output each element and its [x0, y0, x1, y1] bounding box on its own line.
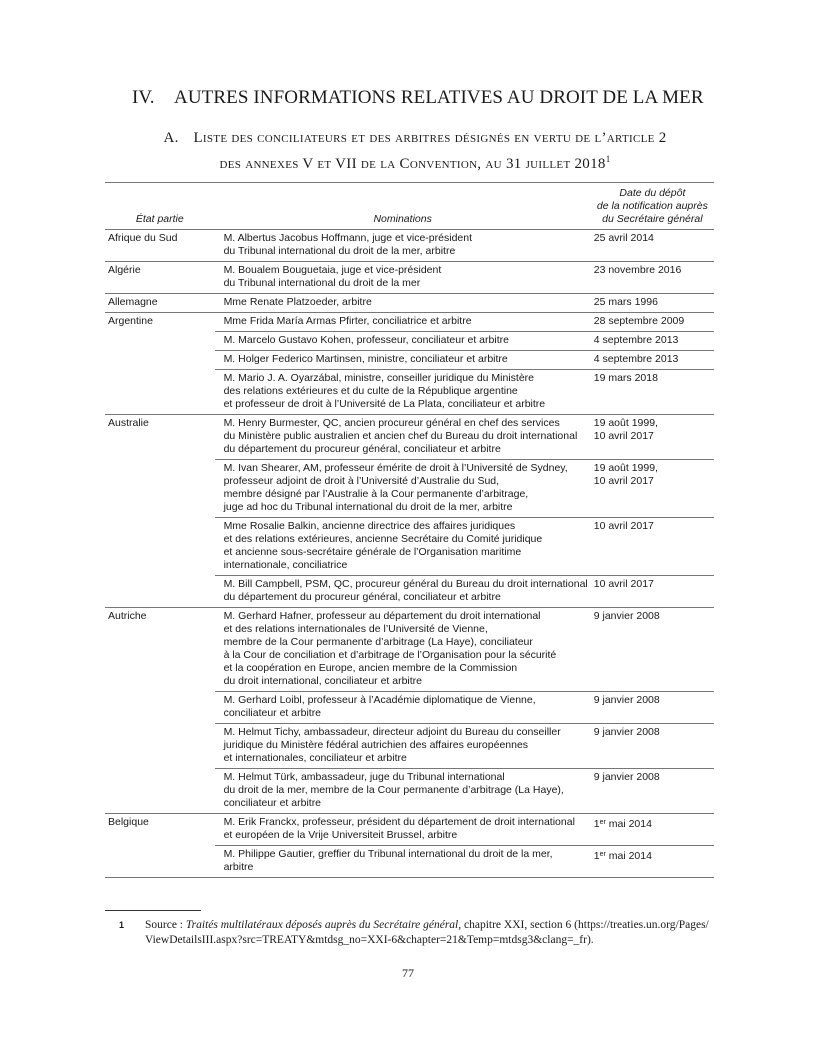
state-cell: Argentine — [105, 313, 215, 415]
nomination-line: M. Bill Campbell, PSM, QC, procureur général du Bureau du droit international — [223, 578, 588, 590]
date-line: 10 avril 2017 — [593, 430, 654, 442]
date-cell — [591, 769, 714, 814]
nomination-line: M. Henry Burmester, QC, ancien procureur général en chef des services — [223, 417, 560, 429]
date-cell — [591, 370, 714, 415]
nomination-line: Mme Renate Platzoeder, arbitre — [223, 296, 372, 308]
nomination-line: du Ministère public australien et ancien chef du Bureau du droit international — [223, 430, 578, 442]
date-ordinal: er — [599, 819, 606, 826]
nomination-cell — [215, 294, 591, 313]
nomination-line: Mme Frida María Armas Pfirter, conciliatrice et arbitre — [223, 315, 472, 327]
state-cell: Autriche — [105, 608, 215, 814]
nomination-line: M. Helmut Türk, ambassadeur, juge du Tribunal international — [223, 771, 505, 783]
nomination-line: M. Philippe Gautier, greffier du Tribunal international du droit de la mer, — [223, 848, 553, 860]
table-header-row — [105, 183, 714, 230]
date-line: 4 septembre 2013 — [593, 353, 679, 365]
nomination-line: M. Mario J. A. Oyarzábal, ministre, conseiller juridique du Ministère — [223, 372, 535, 384]
footnote — [105, 918, 717, 948]
date-cell — [591, 608, 714, 692]
footnote-reference: 1 — [605, 154, 611, 164]
header-date — [591, 183, 714, 230]
nomination-line: M. Albertus Jacobus Hoffmann, juge et vice-président — [223, 232, 472, 244]
nomination-line: et ancienne sous-secrétaire générale de l’Organisation maritime — [223, 546, 522, 558]
table-row — [105, 415, 714, 460]
nomination-line: juge ad hoc du Tribunal international du droit de la mer, arbitre — [223, 501, 513, 513]
nomination-line: du droit international, conciliateur et arbitre — [223, 675, 423, 687]
date-cell — [591, 351, 714, 370]
nomination-line: et des relations internationales de l’Université de Vienne, — [223, 623, 488, 635]
subsection-title-line-1: Liste des conciliateurs et des arbitres désignés en vertu de l’article 2 — [193, 130, 667, 146]
subsection-title-line-2: des annexes V et VII de la Convention, au 31 juillet 2018 — [219, 156, 606, 172]
nomination-line: membre désigné par l’Australie à la Cour permanente d’arbitrage, — [223, 488, 529, 500]
nomination-line: M. Gerhard Loibl, professeur à l’Académie diplomatique de Vienne, — [223, 694, 536, 706]
nomination-line: à la Cour de conciliation et d’arbitrage de l’Organisation pour la sécurité — [223, 649, 557, 661]
nomination-cell — [215, 692, 591, 724]
header-date-line: Date du dépôt — [619, 187, 686, 199]
footnote-prefix: Source : — [145, 919, 186, 931]
nominations-table — [105, 182, 714, 878]
date-line: 19 mars 2018 — [593, 372, 658, 384]
nomination-line: conciliateur et arbitre — [223, 707, 322, 719]
nomination-line: arbitre — [223, 861, 254, 873]
nomination-cell — [215, 608, 591, 692]
table-row — [105, 608, 714, 692]
nomination-line: M. Boualem Bouguetaia, juge et vice-président — [223, 264, 442, 276]
header-date-line: du Secrétaire général — [602, 213, 703, 225]
date-cell — [591, 692, 714, 724]
date-line: 23 novembre 2016 — [593, 264, 682, 276]
state-cell: Allemagne — [105, 294, 215, 313]
table-row — [105, 313, 714, 332]
nomination-cell — [215, 313, 591, 332]
nomination-cell — [215, 724, 591, 769]
nomination-line: M. Marcelo Gustavo Kohen, professeur, conciliateur et arbitre — [223, 334, 509, 346]
date-line: 10 avril 2017 — [593, 578, 654, 590]
nomination-line: et européen de la Vrije Universiteit Brussel, arbitre — [223, 829, 458, 841]
header-nominations: Nominations — [215, 183, 591, 230]
table-row — [105, 262, 714, 294]
nomination-line: du département du procureur général, conciliateur et arbitre — [223, 591, 501, 603]
nomination-cell — [215, 230, 591, 262]
nomination-line: du Tribunal international du droit de la mer — [223, 277, 421, 289]
date-cell — [591, 415, 714, 460]
nomination-line: et internationales, conciliateur et arbitre — [223, 752, 407, 764]
table-row — [105, 814, 714, 846]
date-cell — [591, 846, 714, 878]
nomination-line: et la coopération en Europe, ancien membre de la Commission — [223, 662, 518, 674]
nomination-line: M. Erik Franckx, professeur, président du département de droit international — [223, 816, 575, 828]
nomination-line: M. Holger Federico Martinsen, ministre, conciliateur et arbitre — [223, 353, 508, 365]
section-heading — [132, 87, 752, 109]
nomination-line: conciliateur et arbitre — [223, 797, 322, 809]
nomination-cell — [215, 460, 591, 518]
nomination-line: du département du procureur général, conciliateur et arbitre — [223, 443, 501, 455]
nomination-line: Mme Rosalie Balkin, ancienne directrice des affaires juridiques — [223, 520, 516, 532]
section-number: IV. — [132, 87, 155, 108]
table-row — [105, 230, 714, 262]
date-cell — [591, 294, 714, 313]
header-state: État partie — [105, 183, 215, 230]
date-line: 9 janvier 2008 — [593, 694, 660, 706]
date-line: 25 avril 2014 — [593, 232, 654, 244]
nomination-line: du droit de la mer, membre de la Cour permanente d’arbitrage (La Haye), — [223, 784, 564, 796]
date-cell — [591, 460, 714, 518]
date-cell — [591, 576, 714, 608]
date-line — [594, 848, 711, 863]
nomination-line: des relations extérieures et du culte de la République argentine — [223, 385, 518, 397]
nomination-line: M. Helmut Tichy, ambassadeur, directeur adjoint du Bureau du conseiller — [223, 726, 561, 738]
state-cell: Belgique — [105, 814, 215, 878]
date-rest: mai 2014 — [605, 850, 652, 862]
table-body — [105, 230, 714, 878]
date-line: 19 août 1999, — [593, 462, 658, 474]
subsection-heading-line-1 — [100, 128, 730, 149]
nomination-cell — [215, 846, 591, 878]
state-cell: Afrique du Sud — [105, 230, 215, 262]
nomination-line: juridique du Ministère fédéral autrichien des affaires européennes — [223, 739, 529, 751]
footnote-body — [145, 918, 717, 948]
subsection-letter: A. — [163, 130, 179, 146]
footnote-source-title: Traités multilatéraux déposés auprès du Secrétaire général, — [185, 919, 462, 931]
nomination-cell — [215, 332, 591, 351]
date-line: 9 janvier 2008 — [593, 610, 660, 622]
nominations-table-wrapper — [105, 182, 714, 878]
subsection-heading-line-2 — [100, 149, 730, 175]
nomination-line: M. Gerhard Hafner, professeur au département du droit international — [223, 610, 541, 622]
nomination-cell — [215, 262, 591, 294]
nomination-cell — [215, 518, 591, 576]
state-cell: Australie — [105, 415, 215, 608]
state-cell: Algérie — [105, 262, 215, 294]
nomination-cell — [215, 370, 591, 415]
date-day: 1 — [593, 850, 600, 862]
date-day: 1 — [593, 818, 600, 830]
table-row — [105, 294, 714, 313]
date-line: 28 septembre 2009 — [593, 315, 685, 327]
footnote-url: ViewDetailsIII.aspx?src=TREATY&mtdsg_no=XXI-6&chapter=21&Temp=mtdsg3&clang=_fr). — [145, 934, 594, 946]
nomination-cell — [215, 351, 591, 370]
nomination-line: membre de la Cour permanente d’arbitrage (La Haye), conciliateur — [223, 636, 533, 648]
date-line: 19 août 1999, — [593, 417, 658, 429]
date-cell — [591, 262, 714, 294]
date-cell — [591, 518, 714, 576]
nomination-line: et professeur de droit à l’Université de La Plata, conciliateur et arbitre — [223, 398, 546, 410]
date-line: 10 avril 2017 — [593, 520, 654, 532]
date-line: 25 mars 1996 — [593, 296, 658, 308]
date-ordinal: er — [599, 851, 606, 858]
section-title: AUTRES INFORMATIONS RELATIVES AU DROIT DE LA MER — [174, 87, 704, 108]
nomination-line: et des relations extérieures, ancienne Secrétaire du Comité juridique — [223, 533, 543, 545]
nomination-cell — [215, 769, 591, 814]
subsection-heading — [100, 128, 730, 175]
header-date-line: de la notification auprès — [596, 200, 708, 212]
date-rest: mai 2014 — [605, 818, 652, 830]
date-cell — [591, 313, 714, 332]
date-line: 4 septembre 2013 — [593, 334, 679, 346]
page-number: 77 — [402, 966, 414, 980]
date-line — [594, 816, 711, 831]
nomination-line: M. Ivan Shearer, AM, professeur émérite de droit à l’Université de Sydney, — [223, 462, 568, 474]
date-cell — [591, 724, 714, 769]
nomination-cell — [215, 814, 591, 846]
date-line: 9 janvier 2008 — [593, 771, 660, 783]
footnote-mark: 1 — [119, 920, 125, 930]
date-cell — [591, 814, 714, 846]
footnote-rule — [105, 910, 201, 911]
nomination-line: du Tribunal international du droit de la mer, arbitre — [223, 245, 456, 257]
date-cell — [591, 332, 714, 351]
nomination-line: internationale, conciliatrice — [223, 559, 348, 571]
date-cell — [591, 230, 714, 262]
nomination-cell — [215, 415, 591, 460]
footnote-text: chapitre XXI, section 6 (https://treaties.un.org/Pages/ — [461, 919, 709, 931]
date-line: 10 avril 2017 — [593, 475, 654, 487]
date-line: 9 janvier 2008 — [593, 726, 660, 738]
nomination-cell — [215, 576, 591, 608]
nomination-line: professeur adjoint de droit à l’Université d’Australie du Sud, — [223, 475, 500, 487]
